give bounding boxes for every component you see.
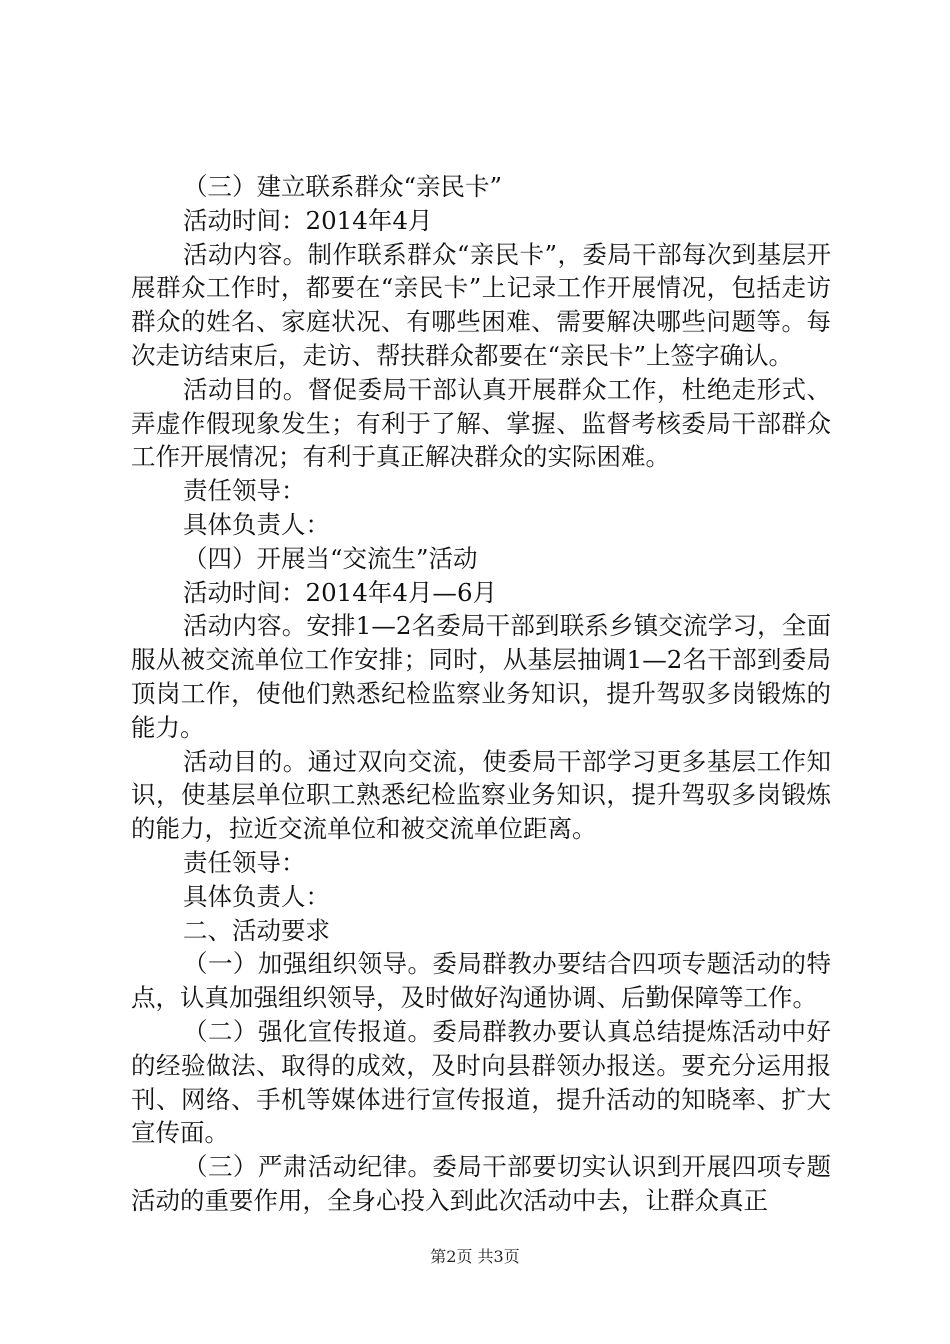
activity-content: 活动内容。安排1—2名委局干部到联系乡镇交流学习，全面服从被交流单位工作安排；同时，从基层抽调1—2名干部到委局顶岗工作，使他们熟悉纪检监察业务知识，提升驾驭多岗锻炼的能力。 xyxy=(131,611,831,742)
person-in-charge: 具体负责人： xyxy=(183,881,330,911)
section-heading-4: （四）开展当“交流生”活动 xyxy=(183,543,478,573)
activity-purpose: 活动目的。通过双向交流，使委局干部学习更多基层工作知识，使基层单位职工熟悉纪检监察业务知识，提升驾驭多岗锻炼的能力，拉近交流单位和被交流单位距离。 xyxy=(131,746,831,844)
responsible-leader: 责任领导： xyxy=(183,476,306,506)
activity-content: 活动内容。制作联系群众“亲民卡”，委局干部每次到基层开展群众工作时，都要在“亲民卡”上记录工作开展情况，包括走访群众的姓名、家庭状况、有哪些困难、需要解决哪些问题等。每次走访结束后，走访、帮扶群众都要在“亲民卡”上签字确认。 xyxy=(131,239,831,370)
page-footer xyxy=(0,1244,950,1267)
activity-time: 活动时间：2014年4月—6月 xyxy=(183,577,498,607)
requirement-2: （二）强化宣传报道。委局群教办要认真总结提炼活动中好的经验做法、取得的成效，及时向县群领办报送。要充分运用报刊、网络、手机等媒体进行宣传报道，提升活动的知晓率、扩大宣传面。 xyxy=(131,1016,831,1148)
section-heading-requirements: 二、活动要求 xyxy=(183,915,330,945)
section-heading-3: （三）建立联系群众“亲民卡” xyxy=(183,172,503,201)
requirement-3: （三）严肃活动纪律。委局干部要切实认识到开展四项专题活动的重要作用，全身心投入到此次活动中去，让群众真正 xyxy=(131,1152,831,1215)
document-body xyxy=(131,170,831,1218)
activity-time: 活动时间：2014年4月 xyxy=(183,205,433,235)
page-number-label: 第2页 共3页 xyxy=(430,1247,520,1266)
activity-purpose: 活动目的。督促委局干部认真开展群众工作，杜绝走形式、弄虚作假现象发生；有利于了解、掌握、监督考核委局干部群众工作开展情况；有利于真正解决群众的实际困难。 xyxy=(131,374,831,472)
person-in-charge: 具体负责人： xyxy=(183,509,330,539)
responsible-leader: 责任领导： xyxy=(183,847,306,877)
requirement-1: （一）加强组织领导。委局群教办要结合四项专题活动的特点，认真加强组织领导，及时做好沟通协调、后勤保障等工作。 xyxy=(131,949,831,1013)
